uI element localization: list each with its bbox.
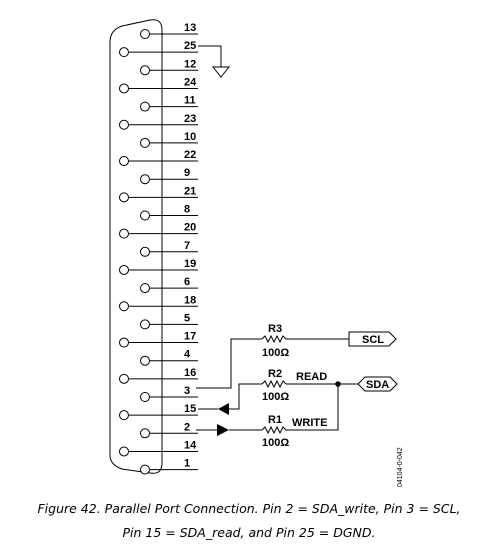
pin-contact xyxy=(141,66,150,75)
pin-number: 15 xyxy=(184,403,197,416)
r2-label: R2 xyxy=(268,368,283,380)
resistor-r3 xyxy=(262,336,286,342)
pin-row xyxy=(141,240,199,256)
pin-row xyxy=(120,185,199,202)
pin-number: 4 xyxy=(184,348,191,361)
pin-contact xyxy=(141,356,150,365)
pin-row xyxy=(120,222,199,239)
write-label: WRITE xyxy=(292,417,328,429)
pin-row xyxy=(141,58,199,75)
pin-number: 13 xyxy=(184,22,197,34)
pin-row xyxy=(141,167,199,184)
pin-row xyxy=(141,276,199,293)
db25-connector-shell xyxy=(110,20,162,474)
r1-value: 100Ω xyxy=(262,437,290,449)
pin-number: 14 xyxy=(184,439,197,452)
pin-row xyxy=(120,40,199,57)
read-label: READ xyxy=(296,371,328,383)
pin-number: 7 xyxy=(184,239,191,252)
pin-contact xyxy=(120,120,129,129)
pin-contact xyxy=(120,447,129,456)
pin-contact xyxy=(141,102,150,111)
pin-contact xyxy=(141,211,150,220)
pin-number: 22 xyxy=(184,149,197,162)
resistor-r1 xyxy=(262,427,286,433)
pin-contact xyxy=(141,138,150,147)
pin-number: 5 xyxy=(184,312,191,325)
pin-number: 16 xyxy=(184,366,197,379)
pin-number: 2 xyxy=(184,421,191,434)
pin-row xyxy=(120,76,199,93)
r1-label: R1 xyxy=(268,414,283,426)
pin-contact xyxy=(120,193,129,202)
r2-value: 100Ω xyxy=(262,391,290,403)
pin-number: 21 xyxy=(184,185,197,198)
pin-contact xyxy=(141,247,150,256)
r3-label: R3 xyxy=(268,323,283,335)
pin-row xyxy=(120,403,199,420)
pin-row xyxy=(141,458,199,475)
pin-number: 17 xyxy=(184,330,197,343)
pin-number: 3 xyxy=(184,385,191,397)
pin-row xyxy=(120,294,199,311)
pin-contact xyxy=(141,465,150,474)
pin-row xyxy=(141,131,199,148)
pin-row xyxy=(141,204,199,221)
pin-number: 11 xyxy=(184,94,196,107)
pin-number: 20 xyxy=(184,221,197,234)
figure-caption-line-1: Figure 42. Parallel Port Connection. Pin 2 = SDA_write, Pin 3 = SCL, xyxy=(37,501,461,516)
pin-row xyxy=(141,385,199,402)
pin-contact xyxy=(141,175,150,184)
read-arrow-icon xyxy=(218,403,229,415)
pin-row xyxy=(120,149,199,166)
pin-number: 23 xyxy=(184,112,197,125)
pin-row xyxy=(141,95,199,112)
pin-contact xyxy=(141,30,150,39)
pin-row xyxy=(141,312,199,329)
pin-contact xyxy=(120,374,129,383)
pin-number: 6 xyxy=(184,276,191,289)
document-id: 04104-0-042 xyxy=(397,447,404,487)
pin-number: 10 xyxy=(184,130,197,143)
pin-number: 25 xyxy=(184,40,197,53)
pin-row xyxy=(141,421,199,438)
scl-label: SCL xyxy=(362,334,384,346)
pin-contact xyxy=(120,84,129,93)
pin-row xyxy=(120,331,199,348)
figure-caption-line-2: Pin 15 = SDA_read, and Pin 25 = DGND. xyxy=(122,525,376,540)
pin-number: 19 xyxy=(184,257,197,270)
pin-row xyxy=(120,258,199,275)
pin-contact xyxy=(120,338,129,347)
r2-branch xyxy=(198,368,397,415)
pin-row xyxy=(120,367,199,384)
write-arrow-icon xyxy=(217,424,229,436)
pin-number: 24 xyxy=(184,76,197,89)
pin-row xyxy=(141,22,199,39)
pin-number: 8 xyxy=(184,203,191,216)
resistor-r2 xyxy=(262,381,286,387)
pin-contact xyxy=(141,393,150,402)
connector-pins xyxy=(120,22,199,474)
ground-icon xyxy=(198,46,229,77)
pin-row xyxy=(141,349,199,366)
pin-contact xyxy=(120,48,129,57)
pin-contact xyxy=(120,411,129,420)
pin-contact xyxy=(120,157,129,166)
pin-number: 18 xyxy=(184,294,197,307)
pin-contact xyxy=(120,302,129,311)
pin-contact xyxy=(141,320,150,329)
pin-contact xyxy=(120,229,129,238)
pin-row xyxy=(120,113,199,130)
sda-label: SDA xyxy=(366,379,390,391)
r3-value: 100Ω xyxy=(262,347,290,359)
pin-contact xyxy=(141,284,150,293)
pin-number: 1 xyxy=(184,457,191,470)
pin-contact xyxy=(120,265,129,274)
pin-number: 12 xyxy=(184,58,197,71)
pin-row xyxy=(120,439,199,456)
pin-contact xyxy=(141,429,150,438)
pin-number: 9 xyxy=(184,167,191,180)
